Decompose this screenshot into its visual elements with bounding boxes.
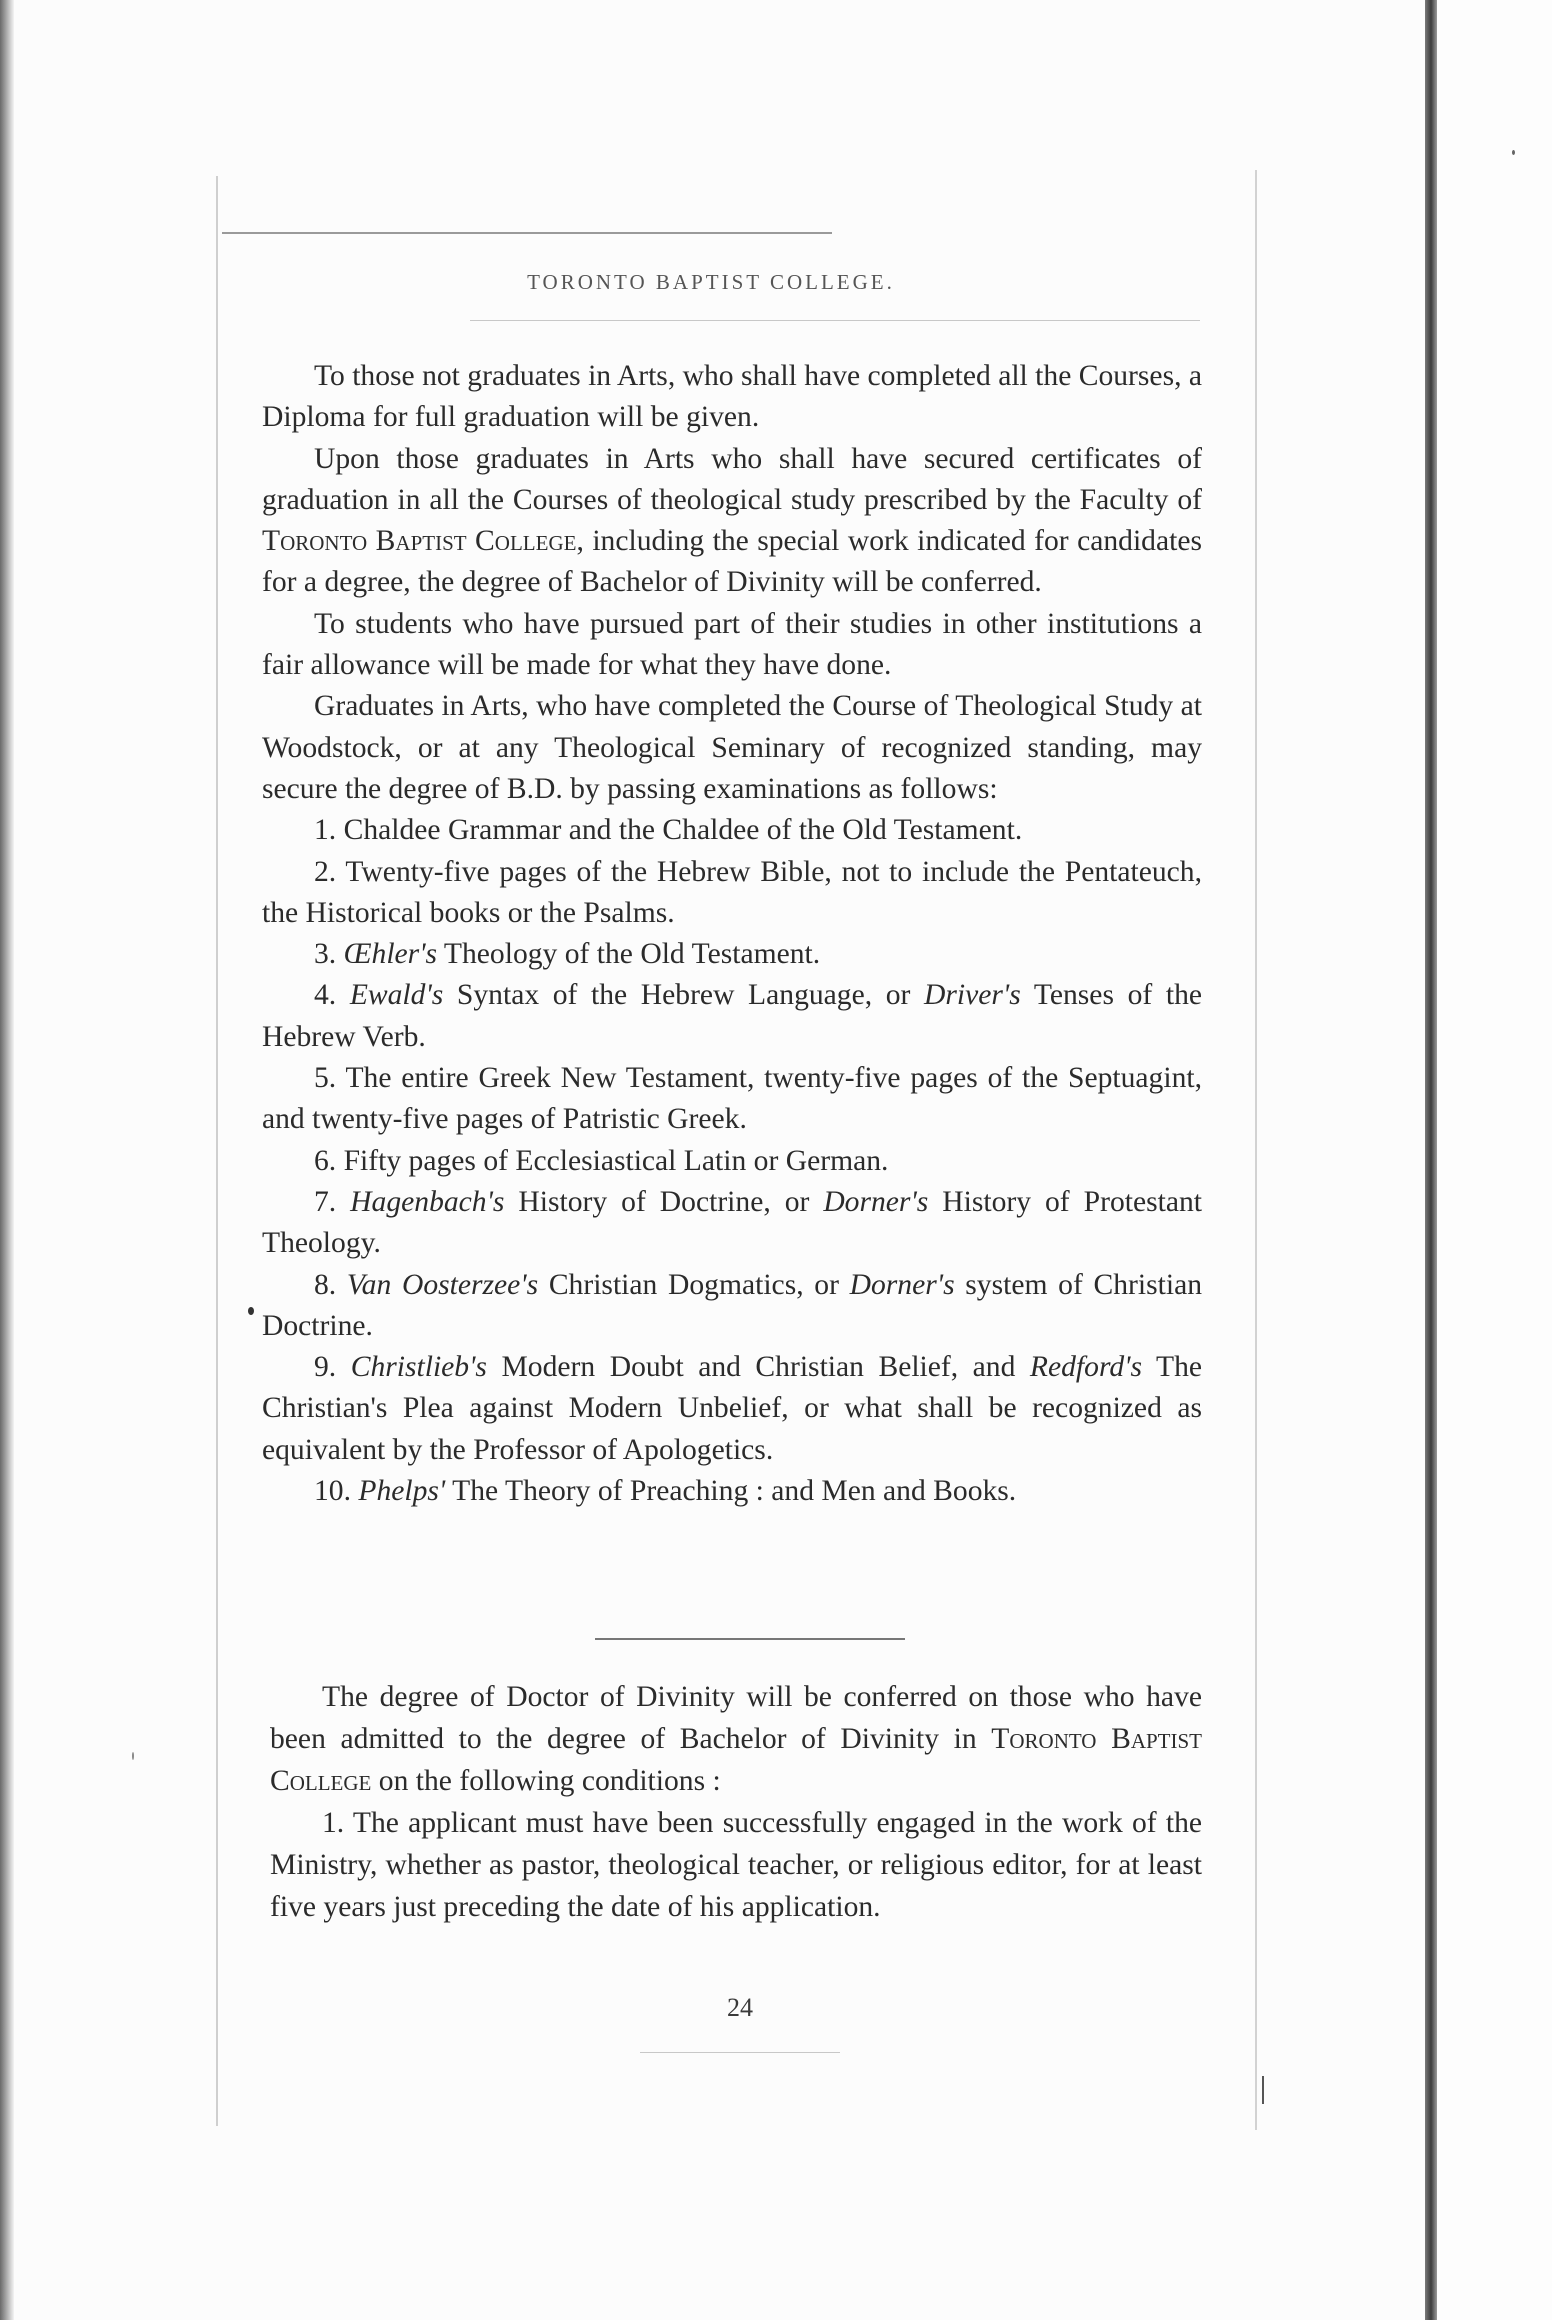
list-item — [262, 934, 1202, 975]
left-page-edge-shadow — [0, 0, 14, 2320]
list-item: 6. Fifty pages of Ecclesiastical Latin or German. — [314, 1144, 889, 1177]
bottom-margin-mark — [1262, 2076, 1264, 2104]
footer-rule — [640, 2052, 840, 2053]
text-run: History of Protestant Theology. — [262, 1185, 1202, 1260]
list-number: 3. — [314, 938, 344, 971]
paragraph-doctor-degree — [270, 1676, 1202, 1802]
right-page-gutter — [1425, 0, 1437, 2320]
author-name: Ewald's — [349, 979, 444, 1012]
facing-page-strip — [1437, 0, 1552, 2320]
text-run: The degree of Doctor of Divinity will be conferred on those who have been admitted to the degree of Bachelor of Divinity in — [270, 1681, 1202, 1755]
author-name: Hagenbach's — [350, 1185, 505, 1218]
text-run: , including the special work indicated for candidates for a degree, the degree of Bachelor of Divinity will be conferred. — [262, 525, 1202, 599]
text-run: Christian Dogmatics, or — [538, 1268, 850, 1301]
condition-item: 1. The applicant must have been successfully engaged in the work of the Ministry, whether as pastor, theological teacher, or religious editor, for at least five years just preceding the date of his application. — [270, 1807, 1202, 1923]
list-item: 2. Twenty-five pages of the Hebrew Bible, not to include the Pentateuch, the Historical books or the Psalms. — [262, 855, 1202, 929]
list-item — [262, 1471, 1202, 1512]
college-name-small-caps: Toronto Baptist College — [270, 1723, 1202, 1797]
text-run: Upon those graduates in Arts who shall have secured certificates of graduation in all the Courses of theological study prescribed by the Faculty of — [262, 442, 1202, 516]
author-name: Dorner's — [823, 1185, 929, 1218]
author-name: Driver's — [924, 979, 1021, 1012]
doctor-of-divinity-section — [270, 1676, 1202, 1928]
text-run: History of Doctrine, or — [504, 1185, 824, 1218]
left-margin-rule — [216, 176, 218, 2126]
author-name: Redford's — [1029, 1351, 1143, 1384]
text-run: Modern Doubt and Christian Belief, and — [486, 1351, 1030, 1384]
page-number: 24 — [727, 1993, 753, 2022]
paragraph-bachelor-degree — [262, 439, 1202, 604]
list-number: 4. — [314, 979, 350, 1012]
list-number: 9. — [314, 1351, 351, 1384]
right-margin-rule — [1255, 170, 1257, 2130]
author-name: Œhler's — [343, 938, 438, 971]
text-run: Syntax of the Hebrew Language, or — [443, 979, 925, 1012]
paragraph-graduates-in-arts: Graduates in Arts, who have completed the Course of Theological Study at Woodstock, or at any Theological Seminary of recognized standing, may secure the degree of B.D. by passing examinations as follows: — [262, 690, 1202, 805]
top-header-rule — [222, 232, 832, 234]
list-number: 8. — [314, 1268, 347, 1301]
list-number: 10. — [314, 1475, 359, 1508]
text-run: Tenses of the Hebrew Verb. — [262, 979, 1202, 1053]
list-number: 7. — [314, 1185, 351, 1218]
list-item: 1. Chaldee Grammar and the Chaldee of the Old Testament. — [314, 814, 1023, 847]
list-item — [262, 1182, 1202, 1265]
author-name: Phelps' — [358, 1475, 446, 1508]
scan-speck — [248, 1307, 254, 1315]
author-name: Dorner's — [849, 1268, 955, 1301]
main-text-block — [262, 356, 1202, 1512]
section-divider-rule — [595, 1638, 905, 1640]
text-run: The Theory of Preaching : and Men and Books. — [445, 1475, 1017, 1508]
list-item: 5. The entire Greek New Testament, twenty-five pages of the Septuagint, and twenty-five pages of Patristic Greek. — [262, 1062, 1202, 1136]
scan-speck — [1512, 150, 1515, 155]
text-run: on the following conditions : — [371, 1765, 721, 1797]
text-run: system of Christian Doctrine. — [262, 1268, 1203, 1342]
list-item — [262, 1347, 1202, 1471]
list-item — [262, 975, 1202, 1058]
paragraph-diploma: To those not graduates in Arts, who shall have completed all the Courses, a Diploma for full graduation will be given. — [262, 360, 1203, 434]
scan-speck — [132, 1752, 134, 1760]
list-item — [262, 1265, 1202, 1348]
college-name-small-caps: Toronto Baptist College — [262, 525, 577, 558]
paragraph-other-institutions: To students who have pursued part of their studies in other institutions a fair allowance will be made for what they have done. — [262, 607, 1202, 682]
running-header: TORONTO BAPTIST COLLEGE. — [527, 270, 895, 294]
text-run: The Christian's Plea against Modern Unbelief, or what shall be recognized as equivalent by the Professor of Apologetics. — [262, 1351, 1203, 1466]
author-name: Van Oosterzee's — [346, 1268, 539, 1301]
author-name: Christlieb's — [350, 1351, 487, 1384]
text-run: Theology of the Old Testament. — [437, 938, 821, 971]
header-underline-rule — [470, 320, 1200, 321]
